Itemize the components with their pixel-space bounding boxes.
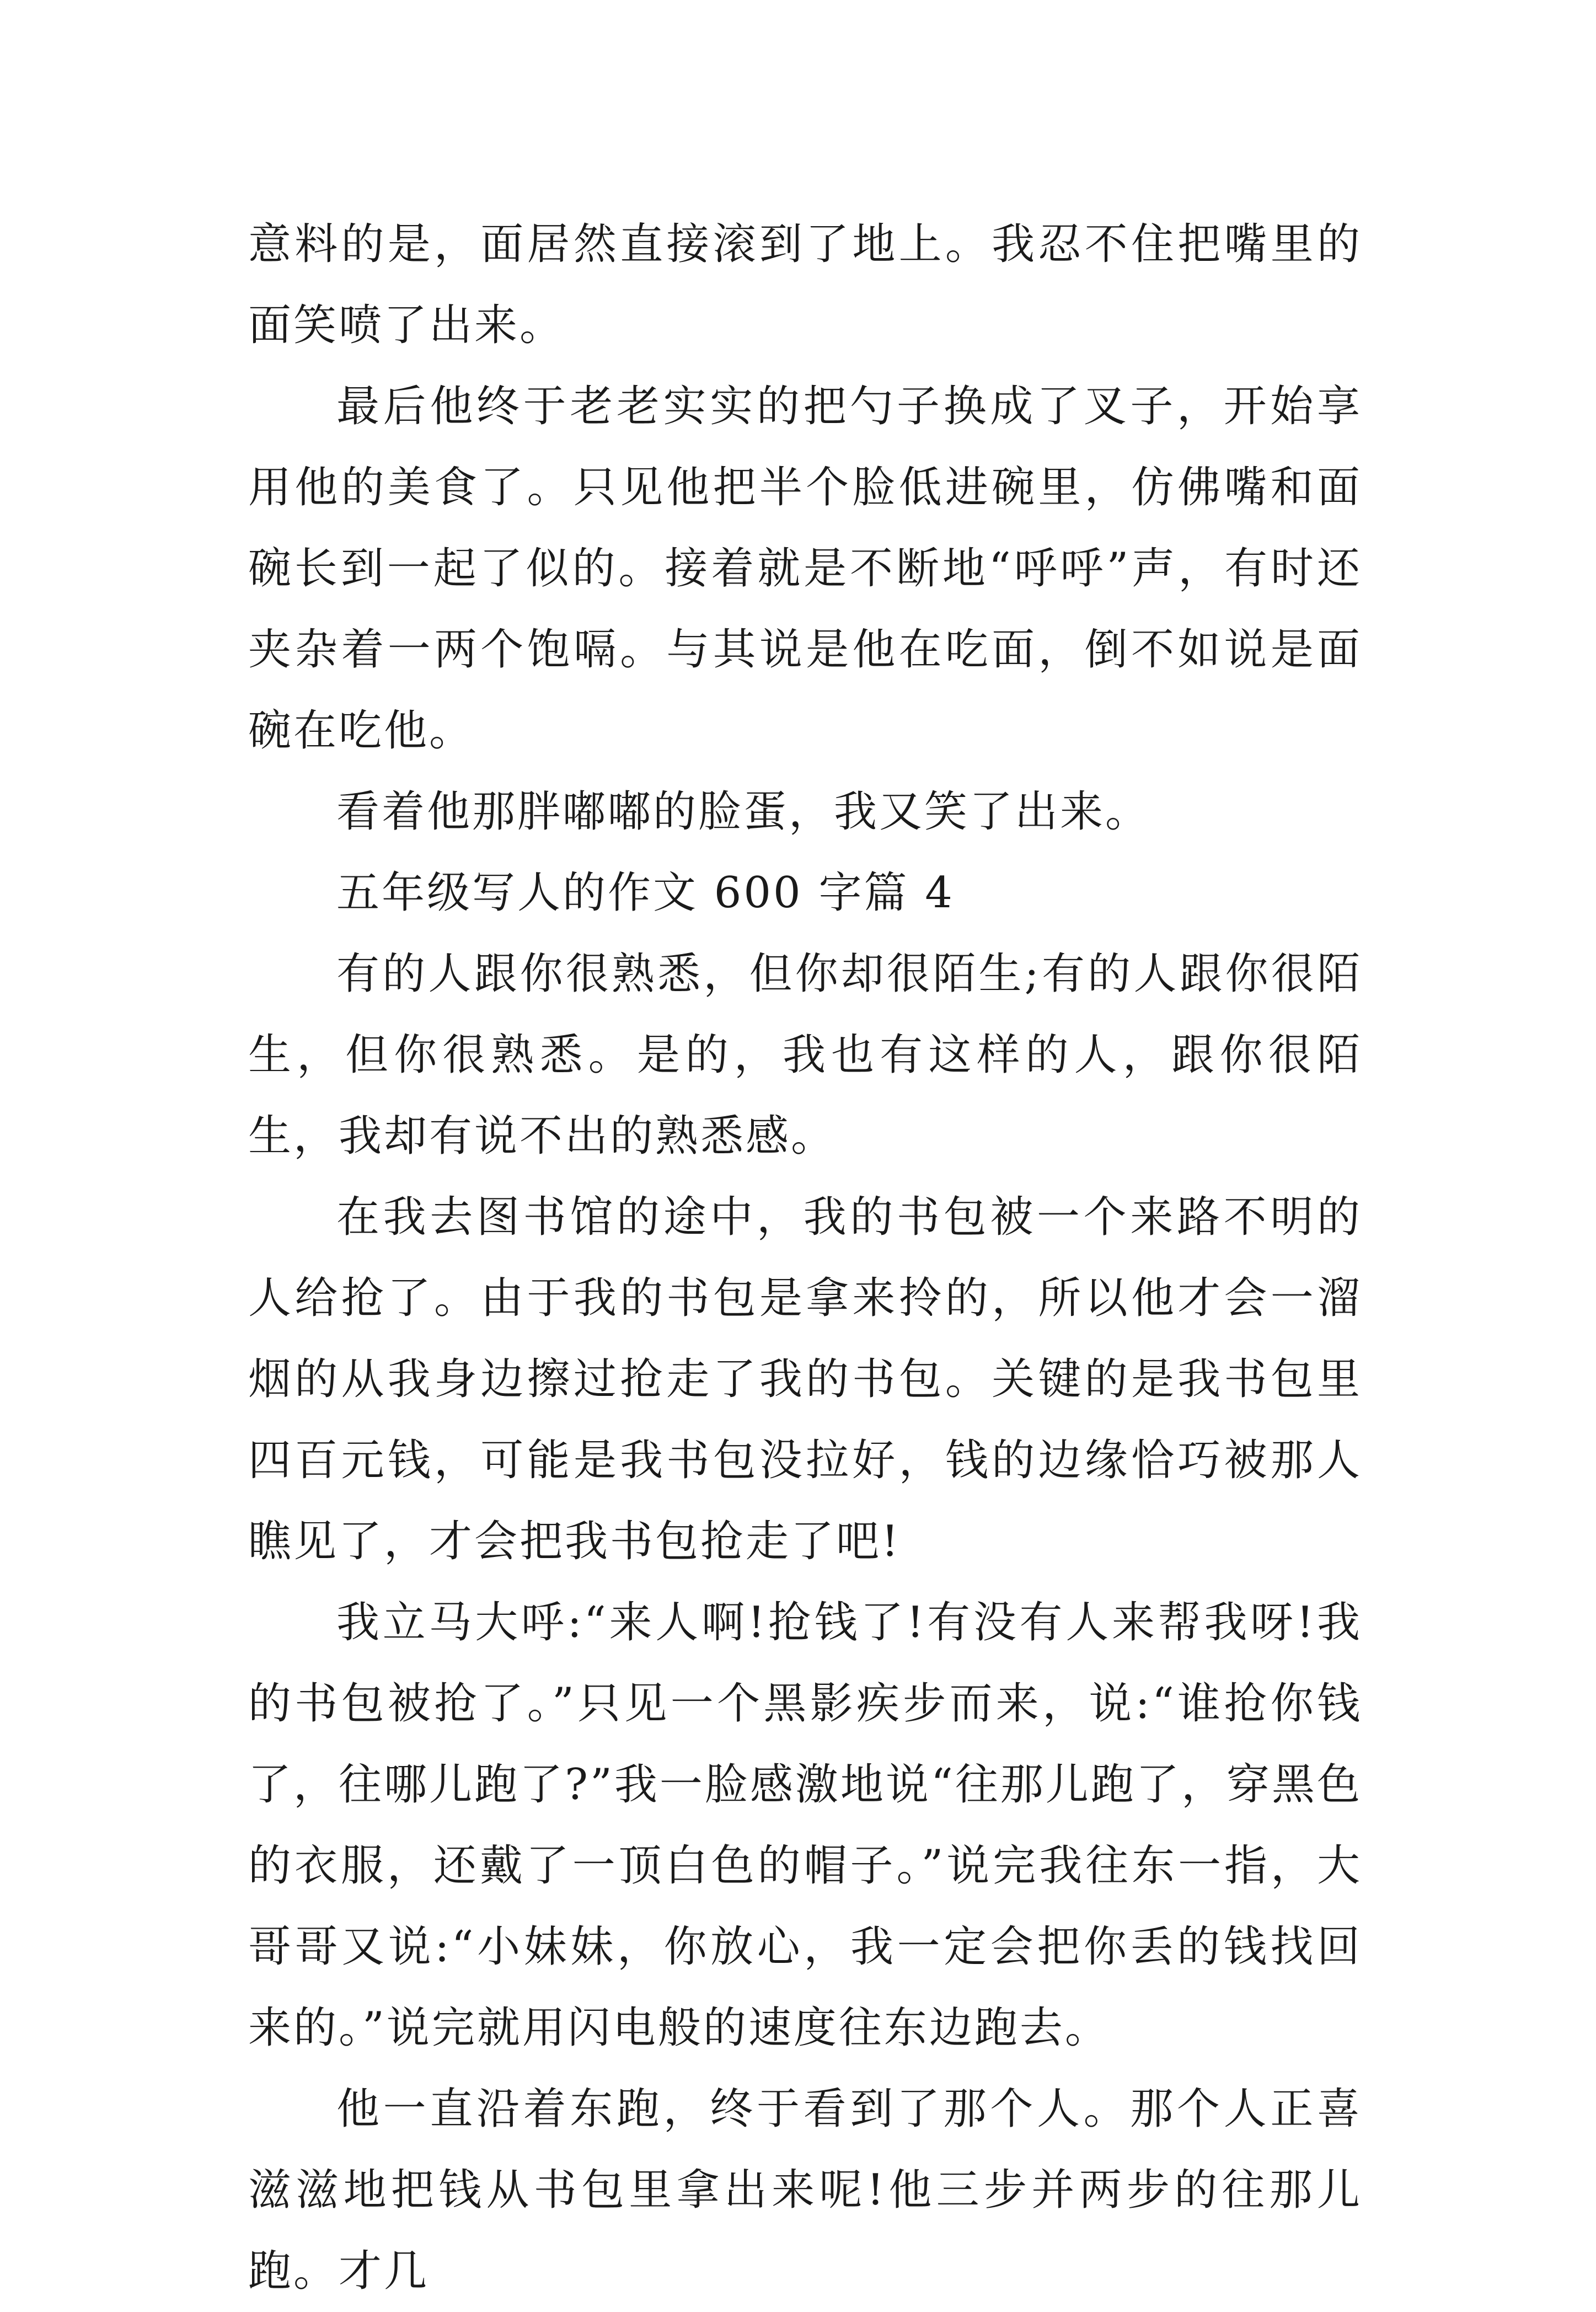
paragraph-2: 最后他终于老老实实的把勺子换成了叉子，开始享用他的美食了。只见他把半个脸低进碗里，仿佛嘴和面碗长到一起了似的。接着就是不断地“呼呼”声，有时还夹杂着一两个饱嗝。与其说是他在吃面，倒不如说是面碗在吃他。 [248,382,1362,756]
paragraph-7: 我立马大呼:“来人啊!抢钱了!有没有人来帮我呀!我的书包被抢了。”只见一个黑影疾步而来，说:“谁抢你钱了，往哪儿跑了?”我一脸感激地说“往那儿跑了，穿黑色的衣服，还戴了一顶白色的帽子。”说完我往东一指，大哥哥又说:“小妹妹，你放心，我一定会把你丢的钱找回来的。”说完就用闪电般的速度往东边跑去。 [248,1598,1362,2053]
document-body [248,204,1362,2312]
paragraph-8: 他一直沿着东跑，终于看到了那个人。那个人正喜滋滋地把钱从书包里拿出来呢!他三步并两步的往那儿跑。才几 [248,2084,1362,2296]
section-heading: 五年级写人的作文 600 字篇 4 [336,868,955,918]
paragraph-6: 在我去图书馆的途中，我的书包被一个来路不明的人给抢了。由于我的书包是拿来拎的，所以他才会一溜烟的从我身边擦过抢走了我的书包。关键的是我书包里四百元钱，可能是我书包没拉好，钱的边缘恰巧被那人瞧见了，才会把我书包抢走了吧! [248,1192,1362,1566]
paragraph-5: 有的人跟你很熟悉，但你却很陌生;有的人跟你很陌生，但你很熟悉。是的，我也有这样的人，跟你很陌生，我却有说不出的熟悉感。 [248,949,1362,1161]
paragraph-1: 意料的是，面居然直接滚到了地上。我忍不住把嘴里的面笑喷了出来。 [248,220,1362,350]
paragraph-3: 看着他那胖嘟嘟的脸蛋，我又笑了出来。 [336,787,1151,837]
